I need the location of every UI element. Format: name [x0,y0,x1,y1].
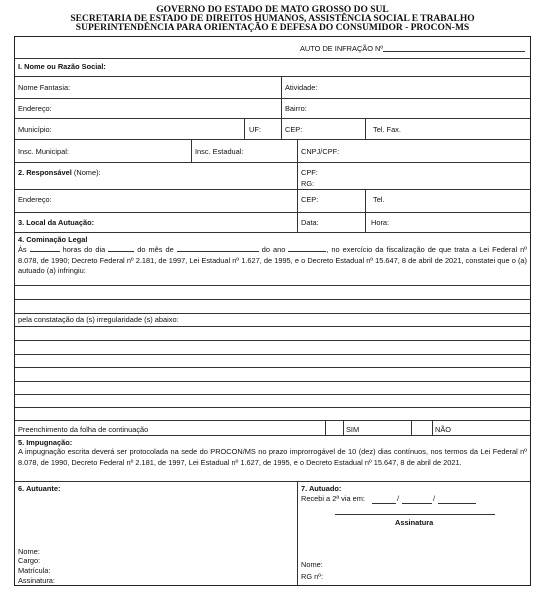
signature-line[interactable] [335,514,495,515]
section3-title: 3. Local da Autuação: [18,218,95,227]
responsavel-tel-field[interactable]: Tel. [373,195,385,204]
hour-field[interactable] [30,244,60,252]
uf-field[interactable]: UF: [249,125,261,134]
divider [15,212,530,213]
divider [15,189,530,190]
assinatura-label: Assinatura [395,518,434,527]
divider [281,98,282,118]
divider [15,394,530,395]
divider [15,340,530,341]
divider [15,381,530,382]
section1-title: I. Nome ou Razão Social: [18,62,106,71]
cominacao-text: Às horas do dia do mês de do ano , no exercício da fiscalização de que trata a Lei Federal nº 8.078, de 1990; Decreto Federal nº 2.181, de 1997, Lei Estadual nº 1.627, de 1995, e o Decreto Estadual nº 15.647, 8 de abril de 2021, constatei que o (a) autuado (a) infringiu: [18,245,527,275]
divider [15,162,530,163]
divider [15,232,530,233]
auto-label: AUTO DE INFRAÇÃO Nº [300,44,384,53]
divider [411,420,412,435]
responsavel-endereco-field[interactable]: Endereço: [18,195,52,204]
divider [15,299,530,300]
date-separator: / [433,494,436,503]
divider [15,407,530,408]
endereco-field[interactable]: Endereço: [18,104,52,113]
month-field[interactable] [177,244,259,252]
divider [297,481,298,585]
divider [15,285,530,286]
nao-option[interactable]: NÃO [435,425,452,434]
cpf-field[interactable]: CPF: [301,168,318,177]
divider [365,189,366,212]
data-field[interactable]: Data: [301,218,319,227]
insc-municipal-field[interactable]: Insc. Municipal: [18,147,69,156]
section4-title: 4. Cominação Legal [18,235,88,244]
divider [15,481,530,482]
divider [325,420,326,435]
divider [15,420,530,421]
atividade-field[interactable]: Atividade: [285,83,318,92]
nome-fantasia-field[interactable]: Nome Fantasia: [18,83,71,92]
sim-checkbox-left [343,420,344,435]
irregularidade-label: pela constatação da (s) irregularidade (s) abaixo: [18,315,179,324]
autuante-cargo-field[interactable]: Cargo: [18,556,41,565]
header-line-2: SECRETARIA DE ESTADO DE DIREITOS HUMANOS, ASSISTÊNCIA SOCIAL E TRABALHO [70,14,475,24]
divider [15,76,530,77]
rg-field[interactable]: RG: [301,179,315,188]
municipio-field[interactable]: Município: [18,125,52,134]
cep-field[interactable]: CEP: [285,125,303,134]
autuante-nome-field[interactable]: Nome: [18,547,40,556]
continuacao-label: Preenchimento da folha de continuação [18,425,149,434]
cnpj-cpf-field[interactable]: CNPJ/CPF: [301,147,340,156]
nao-checkbox-left [432,420,433,435]
tel-fax-field[interactable]: Tel. Fax. [373,125,401,134]
divider [15,326,530,327]
divider [15,435,530,436]
day-field[interactable] [108,244,134,252]
divider [244,118,245,139]
date-separator: / [397,494,400,503]
divider [281,118,282,139]
divider [281,76,282,98]
divider [15,354,530,355]
divider [297,212,298,232]
section7-title: 7. Autuado: [301,484,342,493]
sim-option[interactable]: SIM [346,425,360,434]
receipt-year-field[interactable] [438,496,476,504]
divider [365,212,366,232]
receipt-day-field[interactable] [372,496,396,504]
divider [297,139,298,162]
infraction-form [14,36,531,586]
divider [15,98,530,99]
autuado-nome-field[interactable]: Nome: [301,560,323,569]
bairro-field[interactable]: Bairro: [285,104,307,113]
autuado-rg-field[interactable]: RG nº: [301,572,324,581]
responsavel-cep-field[interactable]: CEP: [301,195,319,204]
recebi-label: Recebi a 2ª via em: [301,494,365,503]
section5-title: 5. Impugnação: [18,438,73,447]
autuante-assinatura-field[interactable]: Assinatura: [18,576,55,585]
divider [297,162,298,212]
impugnacao-text: A impugnação escrita deverá ser protocolada na sede do PROCON/MS no prazo improrrogável de 10 (dez) dias contínuos, nos termos da Lei Federal nº 8.078, de 1990, Decreto Federal nº 2.181, de 1997, Lei Estadual nº 1.627, de 1995, e o Decreto Estadual nº 15.647, 8 de abril de 2021. [18,447,527,467]
receipt-month-field[interactable] [402,496,432,504]
header-line-1: GOVERNO DO ESTADO DE MATO GROSSO DO SUL [156,5,389,15]
divider [15,313,530,314]
divider [191,139,192,162]
hora-field[interactable]: Hora: [371,218,390,227]
insc-estadual-field[interactable]: Insc. Estadual: [195,147,244,156]
divider [15,139,530,140]
section2-title: 2. Responsável (Nome): [18,168,101,177]
divider [365,118,366,139]
section6-title: 6. Autuante: [18,484,61,493]
year-field[interactable] [288,244,326,252]
divider [15,367,530,368]
auto-number-field[interactable] [383,44,525,52]
divider [15,118,530,119]
header-line-3: SUPERINTENDÊNCIA PARA ORIENTAÇÃO E DEFESA DO CONSUMIDOR - PROCON-MS [75,23,470,33]
autuante-matricula-field[interactable]: Matrícula: [18,566,51,575]
divider [15,58,530,59]
